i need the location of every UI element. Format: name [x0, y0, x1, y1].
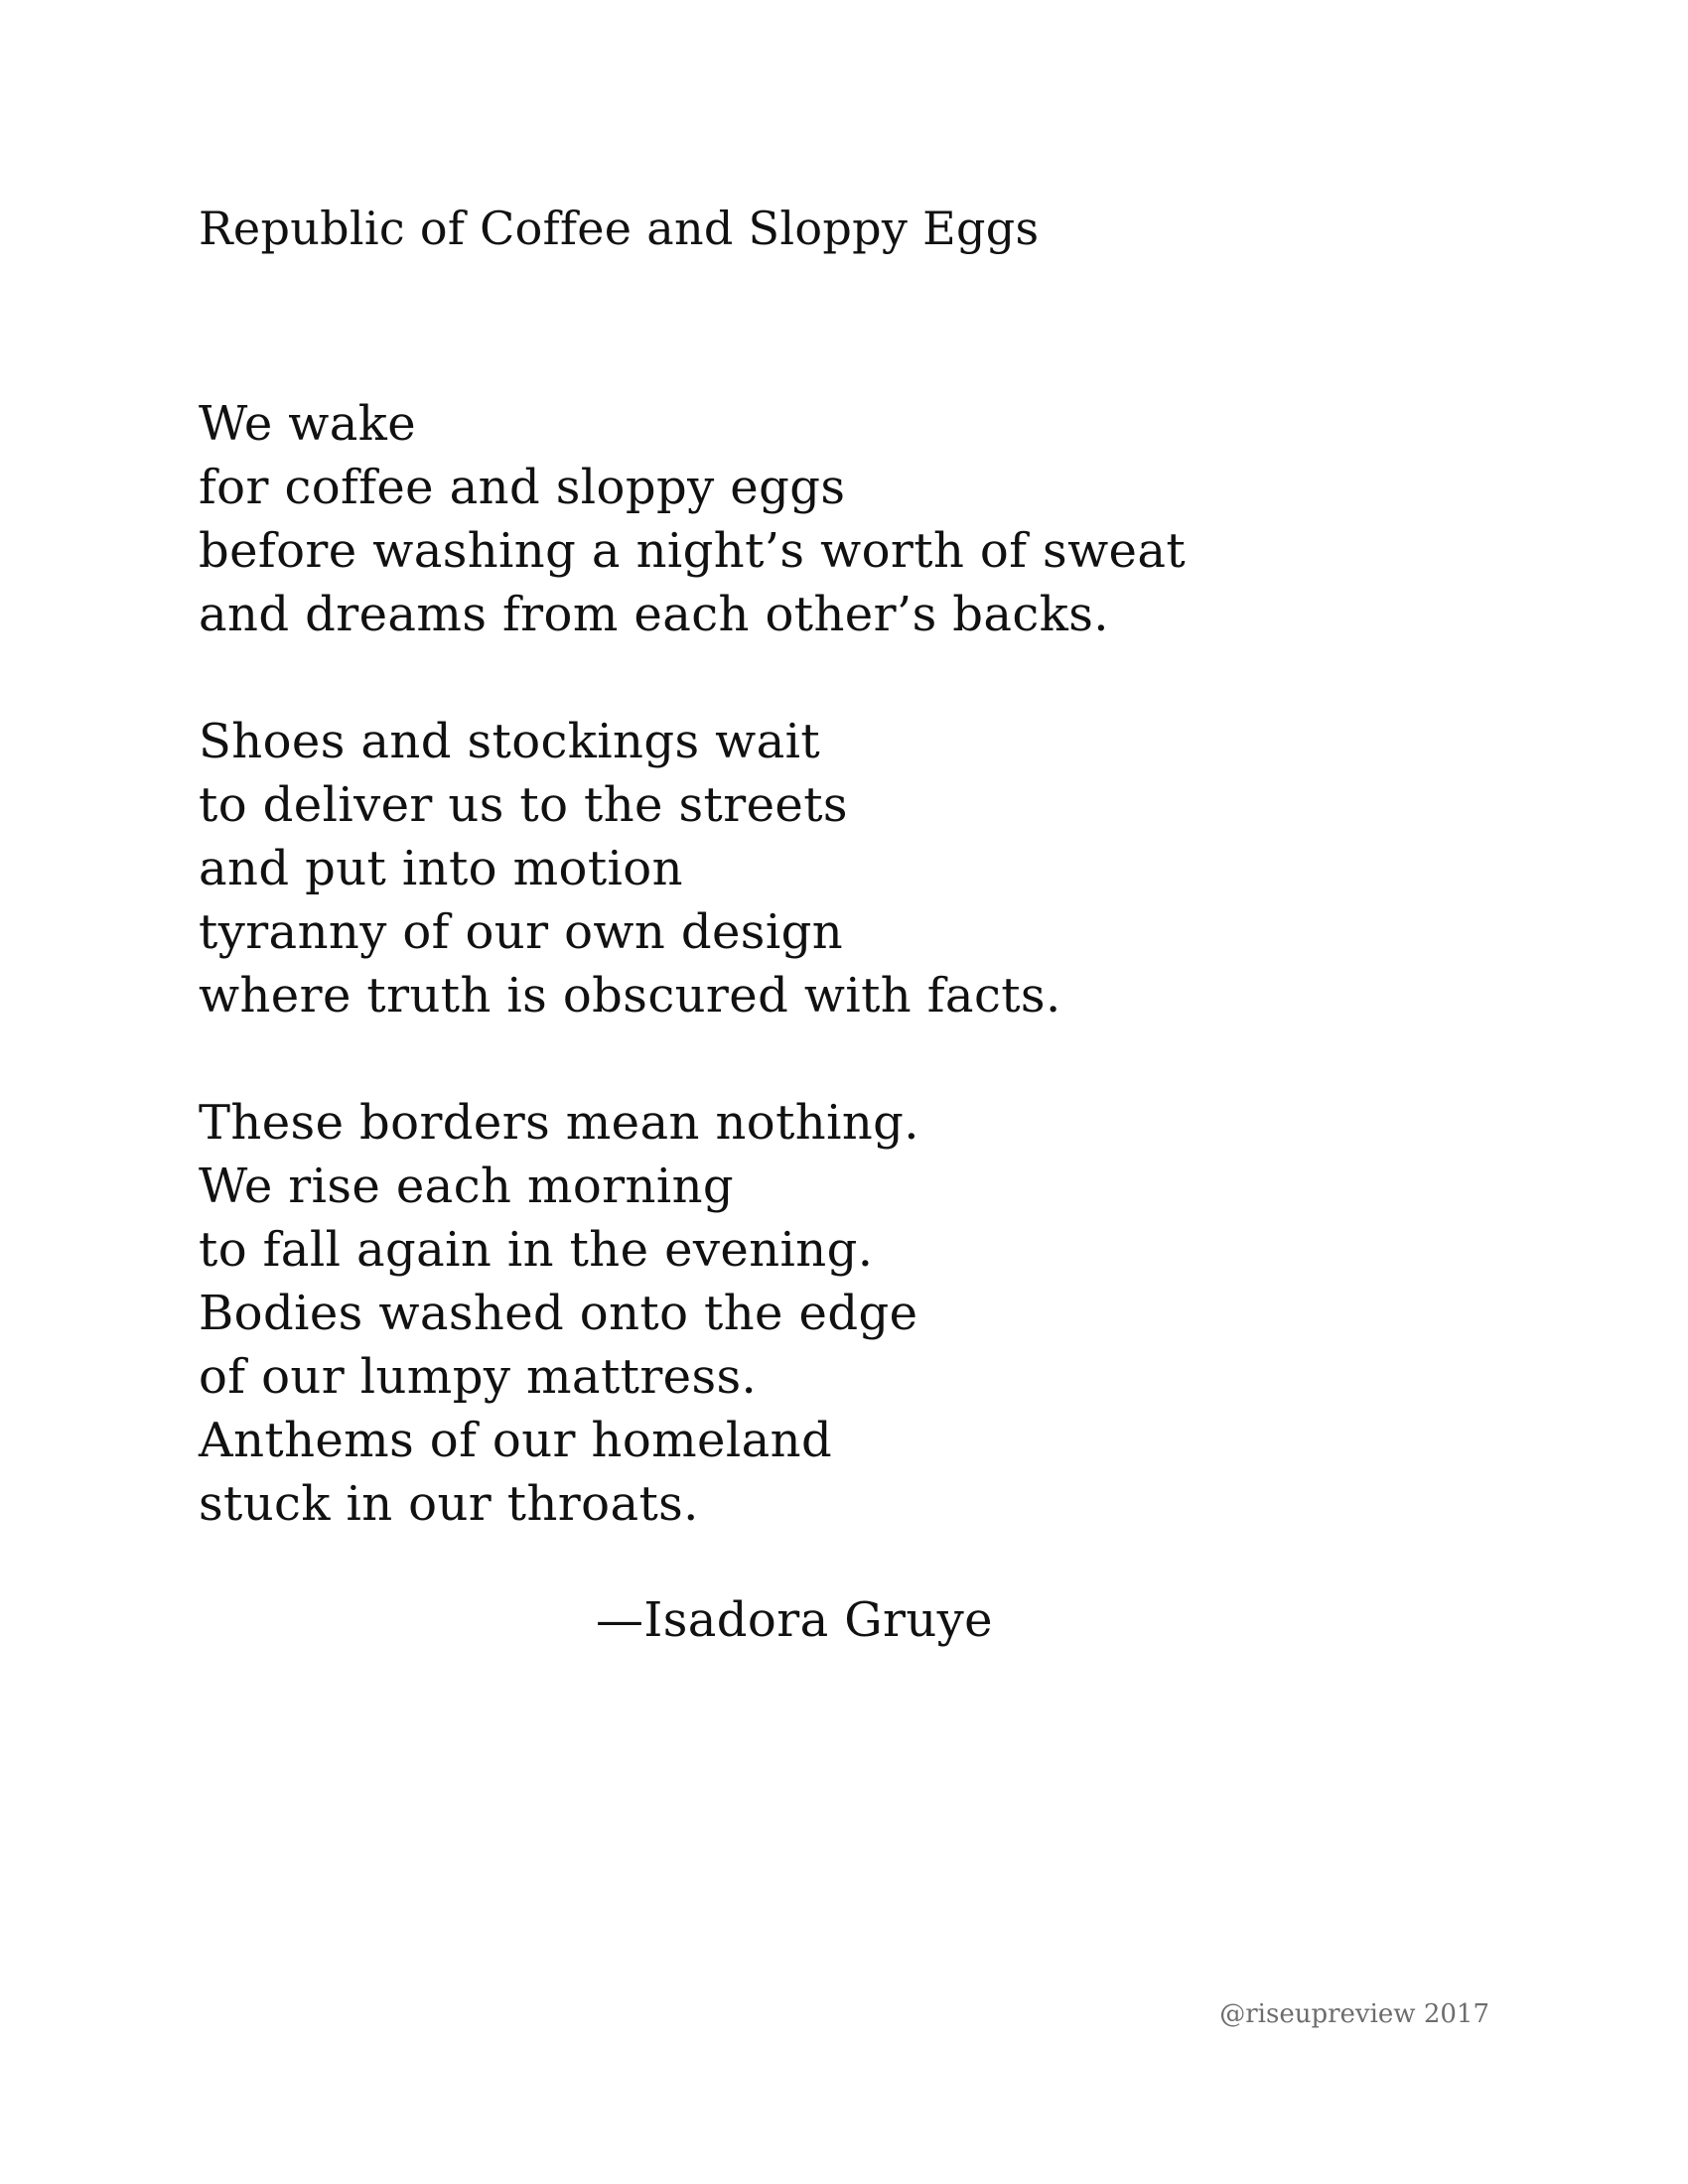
poem-line: Anthems of our homeland — [199, 1413, 833, 1468]
poem-line: These borders mean nothing. — [199, 1095, 919, 1151]
footer-credit: @riseupreview 2017 — [1219, 1999, 1489, 2029]
author-attribution: —Isadora Gruye — [596, 1592, 993, 1648]
poem-body — [199, 392, 1291, 1599]
poem-line: of our lumpy mattress. — [199, 1349, 758, 1405]
poem-line: Shoes and stockings wait — [199, 714, 821, 769]
poem-line: and put into motion — [199, 841, 683, 896]
poem-title: Republic of Coffee and Sloppy Eggs — [199, 202, 1040, 255]
poem-line: and dreams from each other’s backs. — [199, 587, 1109, 642]
poem-line: stuck in our throats. — [199, 1476, 699, 1532]
stanza-3 — [199, 1091, 1291, 1536]
poem-line: Bodies washed onto the edge — [199, 1286, 918, 1341]
poem-line: before washing a night’s worth of sweat — [199, 523, 1187, 579]
stanza-2 — [199, 710, 1291, 1027]
poem-line: We rise each morning — [199, 1159, 735, 1214]
poem-line: to fall again in the evening. — [199, 1222, 874, 1278]
poem-line: We wake — [199, 396, 417, 452]
poem-line: to deliver us to the streets — [199, 777, 848, 833]
poem-line: where truth is obscured with facts. — [199, 968, 1061, 1024]
stanza-1 — [199, 392, 1291, 646]
poem-line: for coffee and sloppy eggs — [199, 460, 846, 515]
poem-line: tyranny of our own design — [199, 904, 844, 960]
